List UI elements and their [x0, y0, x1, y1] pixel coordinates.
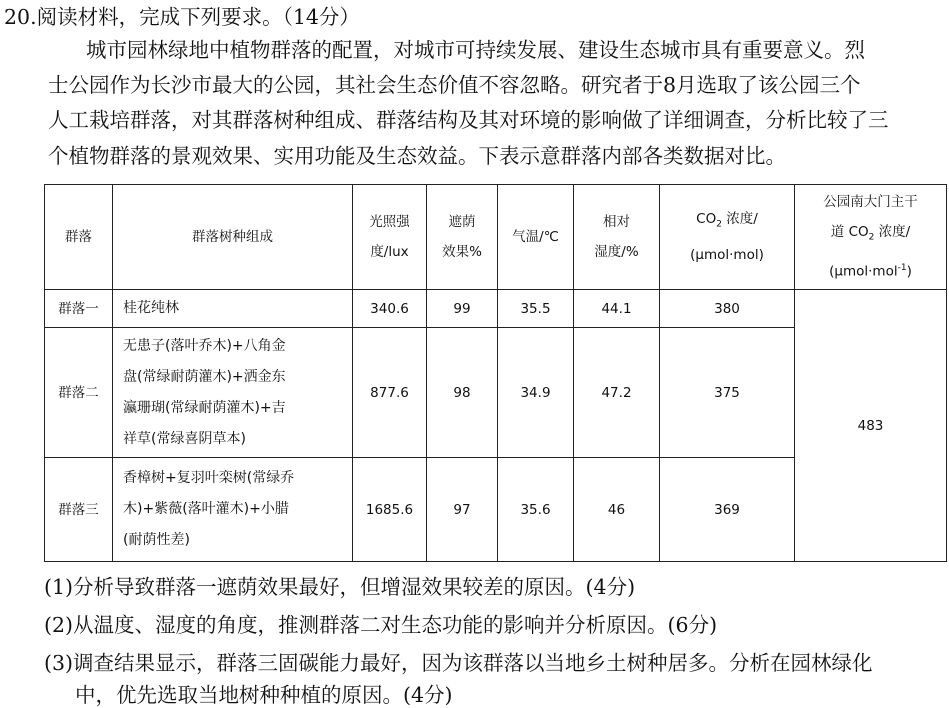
co2-value: 375	[660, 328, 795, 458]
community-name: 群落一	[45, 290, 113, 328]
shade-value: 99	[427, 290, 498, 328]
co2-value: 369	[660, 458, 795, 562]
paragraph-line-4: 个植物群落的景观效果、实用功能及生态效益。下表示意群落内部各类数据对比。	[48, 144, 786, 168]
paragraph-line-3: 人工栽培群落，对其群落树种组成、群落结构及其对环境的影响做了详细调查，分析比较了三	[48, 108, 889, 132]
table-row	[45, 290, 947, 328]
humidity-value: 46	[574, 458, 660, 562]
header-humidity: 相对 湿度/%	[574, 185, 660, 290]
species-composition: 无患子(落叶乔木)+八角金 盘(常绿耐荫灌木)+洒金东 瀛珊瑚(常绿耐荫灌木)+吉 祥草(常绿喜阴草本)	[113, 328, 353, 458]
community-name: 群落三	[45, 458, 113, 562]
gate-co2-value: 483	[795, 290, 947, 562]
question-header: 20.阅读材料，完成下列要求。（14分）	[4, 5, 360, 29]
question-2: (2)从温度、湿度的角度，推测群落二对生态功能的影响并分析原因。(6分)	[44, 613, 718, 637]
light-value: 877.6	[353, 328, 427, 458]
temperature-value: 35.6	[498, 458, 574, 562]
paragraph-line-1: 城市园林绿地中植物群落的配置，对城市可持续发展、建设生态城市具有重要意义。烈	[86, 38, 865, 62]
header-community: 群落	[45, 185, 113, 290]
temperature-value: 35.5	[498, 290, 574, 328]
shade-value: 97	[427, 458, 498, 562]
question-3-line-1: (3)调查结果显示，群落三固碳能力最好，因为该群落以当地乡土树种居多。分析在园林绿化	[44, 651, 873, 675]
light-value: 1685.6	[353, 458, 427, 562]
co2-value: 380	[660, 290, 795, 328]
humidity-value: 47.2	[574, 328, 660, 458]
header-species: 群落树种组成	[113, 185, 353, 290]
header-light: 光照强 度/lux	[353, 185, 427, 290]
light-value: 340.6	[353, 290, 427, 328]
header-co2: $CO_2$ 浓度/ (μmol·mol)	[660, 185, 795, 290]
species-composition: 香樟树+复羽叶栾树(常绿乔 木)+紫薇(落叶灌木)+小腊 (耐荫性差)	[113, 458, 353, 562]
shade-value: 98	[427, 328, 498, 458]
table-header-row	[45, 185, 947, 290]
humidity-value: 44.1	[574, 290, 660, 328]
question-1: (1)分析导致群落一遮荫效果最好，但增湿效果较差的原因。(4分)	[44, 575, 636, 599]
community-data-table	[44, 184, 947, 562]
community-name: 群落二	[45, 328, 113, 458]
paragraph-line-2: 士公园作为长沙市最大的公园，其社会生态价值不容忽略。研究者于8月选取了该公园三个	[48, 73, 861, 97]
header-temperature: 气温/℃	[498, 185, 574, 290]
species-composition: 桂花纯林	[113, 290, 353, 328]
question-3-line-2: 中，优先选取当地树种种植的原因。(4分)	[75, 683, 453, 707]
header-shade: 遮荫 效果%	[427, 185, 498, 290]
temperature-value: 34.9	[498, 328, 574, 458]
header-gate-co2: 公园南大门主干 道 $CO_2$ 浓度/ (μmol·mol$^{-1}$)	[795, 185, 947, 290]
